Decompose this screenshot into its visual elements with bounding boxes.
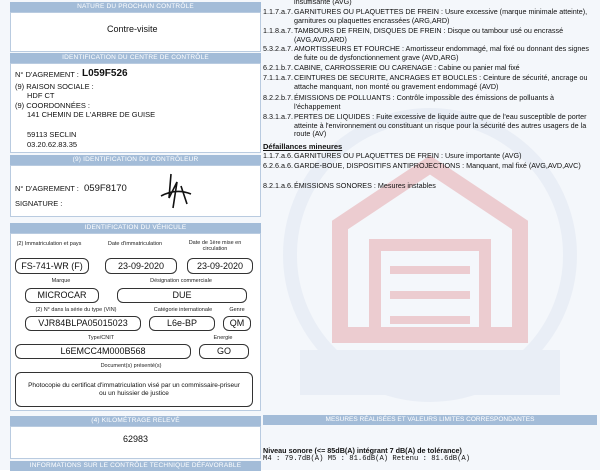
- noise-values: M4 : 79.7dB(A) M5 : 81.6dB(A) Retenu : 81.6dB(A): [263, 455, 471, 463]
- defect-text: GARDE-BOUE, DISPOSITIFS ANTIPROJECTIONS : Manquant, mal fixé (AVG,AVD,AVC): [294, 161, 581, 170]
- docs-label: Document(s) présenté(s): [100, 363, 162, 369]
- controller-header: (9) IDENTIFICATION DU CONTRÔLEUR: [10, 155, 261, 165]
- address-line-1: 141 CHEMIN DE L'ARBRE DE GUISE: [27, 110, 156, 119]
- vehicle-panel: [10, 233, 261, 411]
- raison-value: HDF CT: [27, 91, 55, 100]
- genre-value: QM: [223, 316, 251, 331]
- vehicle-header: IDENTIFICATION DU VÉHICULE: [10, 223, 261, 233]
- defect-code: 7.1.1.a.7.: [263, 73, 293, 82]
- immat-label: (2) Immatriculation et pays: [16, 241, 82, 247]
- immat-value: FS-741-WR (F): [15, 258, 89, 274]
- defect-text: GARNITURES OU PLAQUETTES DE FREIN : Usure excessive (marque minimale atteinte), garnitures ou plaquettes encrassées (ARG,ARD): [294, 7, 588, 25]
- marque-value: MICROCAR: [25, 288, 99, 303]
- mileage-panel: [10, 426, 261, 459]
- category-value: L6e-BP: [149, 316, 215, 331]
- center-panel: [10, 63, 261, 153]
- energie-value: GO: [199, 344, 249, 359]
- defect-code: 8.2.1.a.6.: [263, 181, 293, 190]
- minor-defects-header: Défaillances mineures: [263, 142, 343, 151]
- defect-text: ÉMISSIONS DE POLLUANTS : Contrôle impossible des émissions de polluants à l'échappement: [294, 93, 555, 111]
- marque-label: Marque: [51, 278, 71, 284]
- defect-code: 8.2.2.b.7.: [263, 93, 293, 102]
- controller-agrement-value: 059F8170: [84, 183, 127, 194]
- controller-panel: [10, 165, 261, 217]
- center-agrement-label: N° D'AGREMENT :: [15, 70, 79, 79]
- category-label: Catégorie internationale: [153, 307, 213, 313]
- date-immat-label: Date d'immatriculation: [107, 241, 163, 247]
- defect-code: 1.1.8.a.7.: [263, 26, 293, 35]
- defect-code: 1.1.7.a.7.: [263, 7, 293, 16]
- defect-code: 6.2.6.a.6.: [263, 161, 293, 170]
- docs-value: Photocopie du certificat d'immatriculation visé par un commissaire-priseur ou un huissier de justice: [15, 372, 253, 407]
- defect-text: CABINE, CARROSSERIE OU CARENAGE : Cabine ou panier mal fixé: [294, 63, 520, 72]
- date-first-value: 23-09-2020: [187, 258, 253, 274]
- date-immat-value: 23-09-2020: [105, 258, 177, 274]
- defect-text: ÉMISSIONS SONORES : Mesures instables: [294, 181, 436, 190]
- controller-agrement-label: N° D'AGREMENT :: [15, 184, 79, 193]
- designation-label: Désignation commerciale: [150, 278, 212, 284]
- phone: 03.20.62.83.35: [27, 140, 78, 149]
- defect-text: CEINTURES DE SECURITE, ANCRAGES ET BOUCLES : Ceinture de sécurité, ancrage ou attache manquant, non monté ou gravement endommagé (AVD): [294, 73, 588, 91]
- next-control-panel: [10, 12, 261, 52]
- mileage-value: 62983: [123, 434, 149, 444]
- energie-label: Energie: [213, 335, 233, 341]
- signature-icon: [151, 168, 201, 214]
- date-first-label: Date de 1ère mise en circulation: [188, 240, 242, 252]
- bottom-header: INFORMATIONS SUR LE CONTRÔLE TECHNIQUE DÉFAVORABLE: [10, 461, 261, 471]
- raison-label: (9) RAISON SOCIALE :: [15, 82, 94, 91]
- defect-text: GARNITURES OU PLAQUETTES DE FREIN : Usure importante (AVG): [294, 151, 522, 160]
- defect-code: 8.3.1.a.7.: [263, 112, 293, 121]
- vin-label: (2) N° dans la série du type (VIN): [35, 307, 117, 313]
- noise-title: Niveau sonore (<= 85dB(A) intégrant 7 dB(A) de tolérance): [263, 446, 462, 455]
- coord-label: (9) COORDONNÉES :: [15, 101, 91, 110]
- left-column: [10, 0, 261, 470]
- measures-header: MESURES RÉALISÉES ET VALEURS LIMITES CORRESPONDANTES: [263, 415, 597, 425]
- defect-code: 6.2.1.b.7.: [263, 63, 293, 72]
- signature-label: SIGNATURE :: [15, 199, 63, 208]
- next-control-value: Contre-visite: [107, 24, 158, 34]
- vin-value: VJR84BLPA05015023: [25, 316, 141, 331]
- mileage-header: (4) KILOMÉTRAGE RELEVÉ: [10, 416, 261, 426]
- type-label: Type/CNIT: [87, 335, 115, 341]
- next-control-header: NATURE DU PROCHAIN CONTRÔLE: [10, 2, 261, 12]
- defect-text: PERTES DE LIQUIDES : Fuite excessive de liquide autre que de l'eau susceptible de porter atteinte à l'environnement ou constituant un risque pour la sécurité des autres usagers de la route (AV): [294, 112, 587, 139]
- center-header: IDENTIFICATION DU CENTRE DE CONTRÔLE: [10, 53, 261, 63]
- address-line-2: 59113 SECLIN: [27, 130, 77, 139]
- genre-label: Genre: [229, 307, 245, 313]
- defect-text: insuffisante (AVG): [294, 0, 352, 6]
- center-agrement-value: L059F526: [82, 68, 128, 79]
- type-value: L6EMCC4M000B568: [15, 344, 191, 359]
- defect-code: 5.3.2.a.7.: [263, 44, 293, 53]
- defect-code: 1.1.7.a.6.: [263, 151, 293, 160]
- designation-value: DUE: [117, 288, 247, 303]
- defect-text: TAMBOURS DE FREIN, DISQUES DE FREIN : Disque ou tambour usé ou encrassé (AVG,AVD,ARD): [294, 26, 564, 44]
- defect-text: AMORTISSEURS ET FOURCHE : Amortisseur endommagé, mal fixé ou donnant des signes de fuite ou de dysfonctionnement grave (AVD,ARG): [294, 44, 589, 62]
